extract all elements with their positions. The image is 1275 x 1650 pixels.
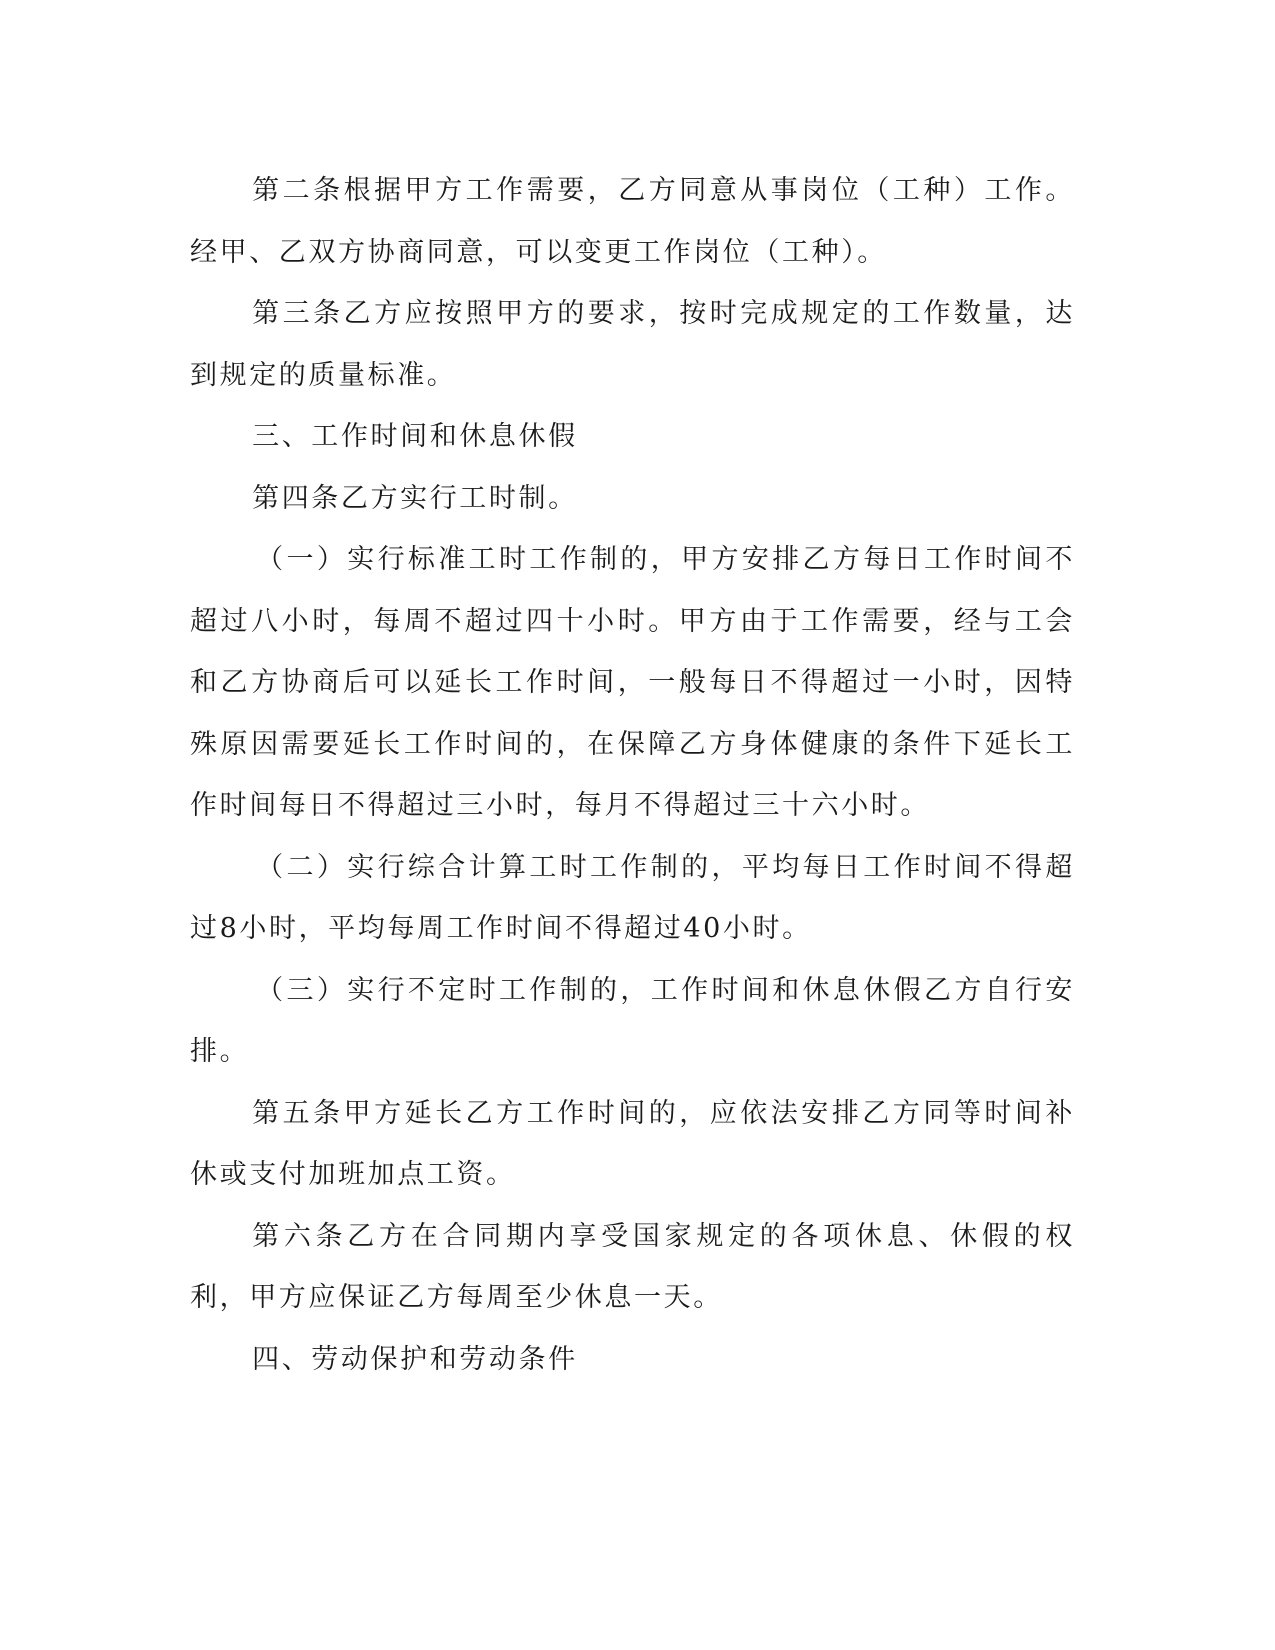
article-6-paragraph: 第六条乙方在合同期内享受国家规定的各项休息、休假的权利，甲方应保证乙方每周至少休息一天。 [190,1220,1075,1313]
document-body [190,160,1075,1390]
article-4-item-3: （三）实行不定时工作制的，工作时间和休息休假乙方自行安排。 [190,974,1075,1067]
article-4-item-2: （二）实行综合计算工时工作制的，平均每日工作时间不得超过8小时，平均每周工作时间不得超过40小时。 [190,851,1075,944]
article-4-paragraph: 第四条乙方实行工时制。 [252,482,578,514]
article-4-item-1: （一）实行标准工时工作制的，甲方安排乙方每日工作时间不超过八小时，每周不超过四十小时。甲方由于工作需要，经与工会和乙方协商后可以延长工作时间，一般每日不得超过一小时，因特殊原因需要延长工作时间的，在保障乙方身体健康的条件下延长工作时间每日不得超过三小时，每月不得超过三十六小时。 [190,544,1075,821]
article-5-paragraph: 第五条甲方延长乙方工作时间的，应依法安排乙方同等时间补休或支付加班加点工资。 [190,1097,1075,1190]
article-2-paragraph: 第二条根据甲方工作需要，乙方同意从事岗位（工种）工作。经甲、乙双方协商同意，可以变更工作岗位（工种）。 [190,175,1075,268]
section-3-heading: 三、工作时间和休息休假 [252,421,578,452]
section-4-heading: 四、劳动保护和劳动条件 [252,1343,578,1375]
article-3-paragraph: 第三条乙方应按照甲方的要求，按时完成规定的工作数量，达到规定的质量标准。 [190,298,1075,391]
